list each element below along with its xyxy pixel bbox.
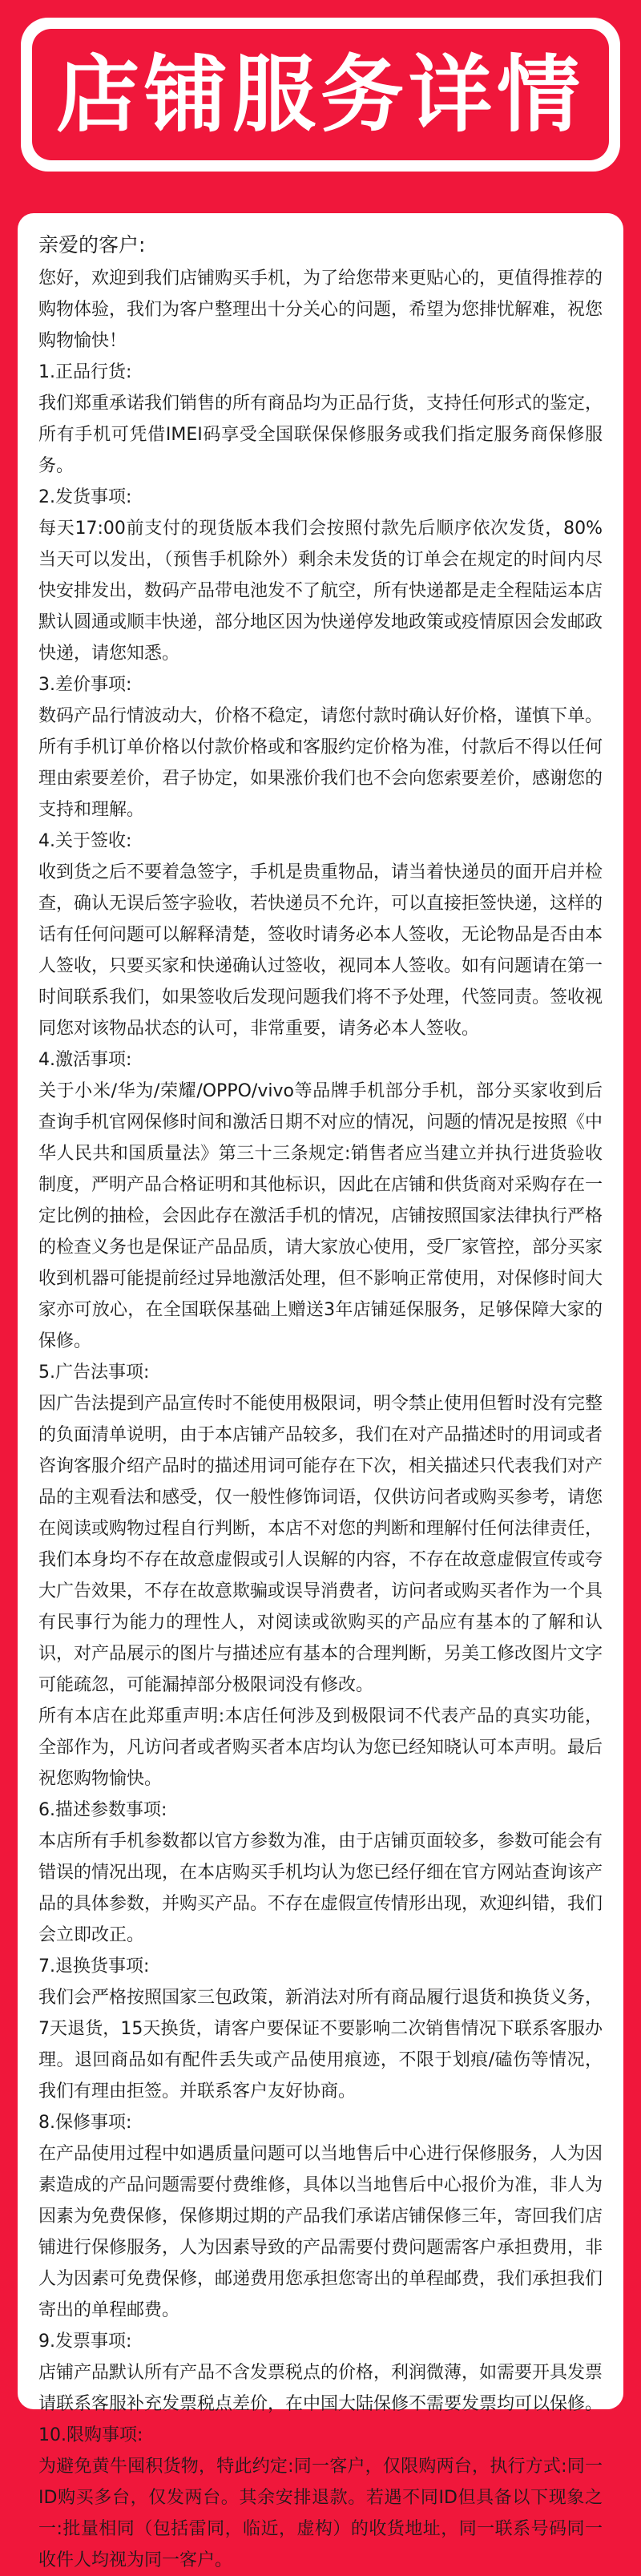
section-extra-advertising-law: 所有本店在此郑重声明:本店任何涉及到极限词不代表产品的真实功能，全部作为，凡访问者或者购买者本店均认为您已经知晓认可本声明。最后祝您购物愉快。 xyxy=(38,1706,603,1789)
section-title-shipping: 2.发货事项: xyxy=(38,487,132,507)
section-title-purchase-limit: 10.限购事项: xyxy=(38,2425,143,2445)
section-body-purchase-limit: 为避免黄牛囤积货物，特此约定:同一客户，仅限购两台，执行方式:同一ID购买多台，仅发两台。其余安排退款。若遇不同ID但具备以下现象之一:批量相同（包括雷同，临近，虚构）的收货地址，同一联系号码同一收件人均视为同一客户。 xyxy=(38,2457,603,2570)
section-title-genuine: 1.正品行货: xyxy=(38,362,132,382)
title-banner xyxy=(21,18,620,172)
section-title-parameters: 6.描述参数事项: xyxy=(38,1800,167,1820)
page-title: 店铺服务详情 xyxy=(55,46,585,143)
section-body-returns: 我们会严格按照国家三包政策，新消法对所有商品履行退货和换货义务，7天退货，15天换货，请客户要保证不要影响二次销售情况下联系客服办理。退回商品如有配件丢失或产品使用痕迹，不限于划痕/磕伤等情况，我们有理由拒签。并联系客户友好协商。 xyxy=(38,1988,603,2102)
section-body-activation: 关于小米/华为/荣耀/OPPO/vivo等品牌手机部分手机，部分买家收到后查询手机官网保修时间和激活日期不对应的情况，问题的情况是按照《中华人民共和国质量法》第三十三条规定:销售者应当建立并执行进货验收制度，严明产品合格证明和其他标识，因此在店铺和供货商对采购存在一定比例的抽检，会因此存在激活手机的情况，店铺按照国家法律执行严格的检查义务也是保证产品品质，请大家放心使用，受厂家管控，部分买家收到机器可能提前经过异地激活处理，但不影响正常使用，对保修时间大家亦可放心，在全国联保基础上赠送3年店铺延保服务，足够保障大家的保修。 xyxy=(38,1081,603,1351)
section-title-invoice: 9.发票事项: xyxy=(38,2332,132,2352)
section-body-warranty: 在产品使用过程中如遇质量问题可以当地售后中心进行保修服务，人为因素造成的产品问题需要付费维修，具体以当地售后中心报价为准，非人为因素为免费保修，保修期过期的产品我们承诺店铺保修三年，寄回我们店铺进行保修服务，人为因素导致的产品需要付费问题需客户承担费用，非人为因素可免费保修，邮递费用您承担您寄出的单程邮费，我们承担我们寄出的单程邮费。 xyxy=(38,2144,603,2320)
section-title-advertising-law: 5.广告法事项: xyxy=(38,1363,150,1383)
section-body-advertising-law: 因广告法提到产品宣传时不能使用极限词，明令禁止使用但暂时没有完整的负面清单说明，由于本店铺产品较多，我们在对产品描述时的用词或者咨询客服介绍产品时的描述用词可能存在下次，相关描述只代表我们对产品的主观看法和感受，仅一般性修饰词语，仅供访问者或购买参考，请您在阅读或购物过程自行判断，本店不对您的判断和理解付任何法律责任，我们本身均不存在故意虚假或引人误解的内容，不存在故意虚假宣传或夸大广告效果，不存在故意欺骗或误导消费者，访问者或购买者作为一个具有民事行为能力的理性人，对阅读或欲购买的产品应有基本的了解和认识，对产品展示的图片与描述应有基本的合理判断，另美工修改图片文字可能疏忽，可能漏掉部分极限词没有修改。 xyxy=(38,1394,603,1695)
section-title-warranty: 8.保修事项: xyxy=(38,2113,132,2133)
section-body-invoice: 店铺产品默认所有产品不含发票税点的价格，利润微薄，如需要开具发票请联系客服补充发票税点差价，在中国大陆保修不需要发票均可以保修。 xyxy=(38,2363,603,2414)
section-title-returns: 7.退换货事项: xyxy=(38,1956,150,1976)
intro-paragraph: 您好，欢迎到我们店铺购买手机，为了给您带来更贴心的，更值得推荐的购物体验，我们为客户整理出十分关心的问题，希望为您排忧解难，祝您购物愉快！ xyxy=(38,269,603,351)
greeting: 亲爱的客户: xyxy=(38,233,146,256)
section-title-price-difference: 3.差价事项: xyxy=(38,675,132,695)
section-body-shipping: 每天17:00前支付的现货版本我们会按照付款先后顺序依次发货，80%当天可以发出，（预售手机除外）剩余未发货的订单会在规定的时间内尽快安排发出，数码产品带电池发不了航空，所有快递都是走全程陆运本店默认圆通或顺丰快递，部分地区因为快递停发地政策或疫情原因会发邮政快递，请您知悉。 xyxy=(38,519,603,664)
section-body-price-difference: 数码产品行情波动大，价格不稳定，请您付款时确认好价格，谨慎下单。所有手机订单价格以付款价格或和客服约定价格为准，付款后不得以任何理由索要差价，君子协定，如果涨价我们也不会向您索要差价，感谢您的支持和理解。 xyxy=(38,706,603,820)
section-body-genuine: 我们郑重承诺我们销售的所有商品均为正品行货，支持任何形式的鉴定，所有手机可凭借IMEI码享受全国联保保修服务或我们指定服务商保修服务。 xyxy=(38,394,603,476)
section-body-parameters: 本店所有手机参数都以官方参数为准，由于店铺页面较多，参数可能会有错误的情况出现，在本店购买手机均认为您已经仔细在官方网站查询该产品的具体参数，并购买产品。不存在虚假宣传情形出现，欢迎纠错，我们会立即改正。 xyxy=(38,1831,603,1945)
section-title-signing: 4.关于签收: xyxy=(38,831,132,851)
section-body-signing: 收到货之后不要着急签字，手机是贵重物品，请当着快递员的面开启并检查，确认无误后签字验收，若快递员不允许，可以直接拒签快递，这样的话有任何问题可以解释清楚，签收时请务必本人签收，无论物品是否由本人签收，只要买家和快递确认过签收，视同本人签收。如有问题请在第一时间联系我们，如果签收后发现问题我们将不予处理，代签同责。签收视同您对该物品状态的认可，非常重要，请务必本人签收。 xyxy=(38,862,603,1039)
section-title-activation: 4.激活事项: xyxy=(38,1050,132,1070)
title-banner-inner xyxy=(32,29,609,160)
service-details-card xyxy=(18,213,623,2570)
